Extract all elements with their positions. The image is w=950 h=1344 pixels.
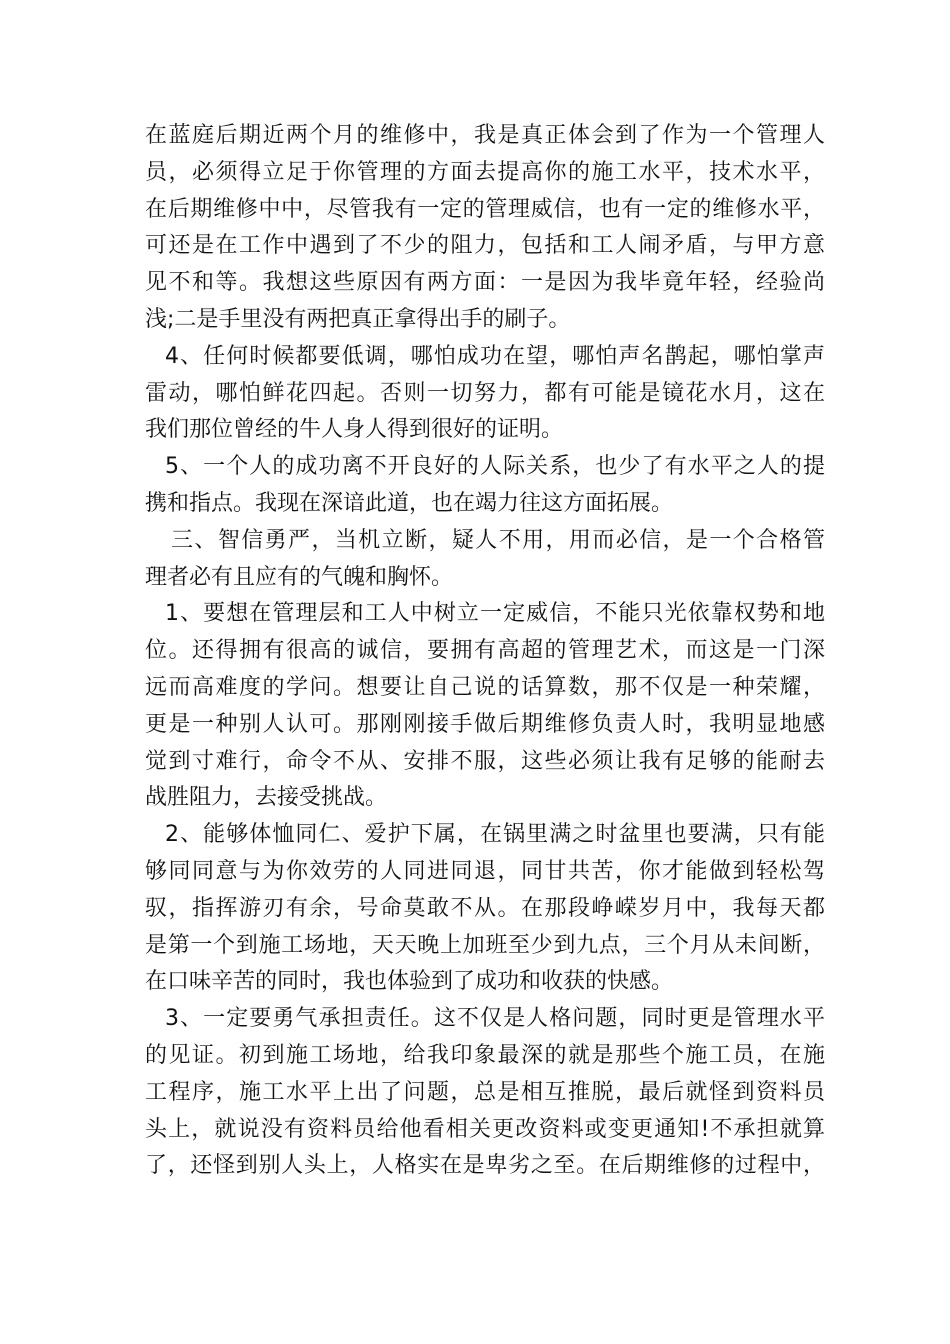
text-line: 头上，就说没有资料员给他看相关更改资料或变更通知!不承担就算 <box>145 1116 825 1142</box>
text-line: 5、一个人的成功离不开良好的人际关系，也少了有水平之人的提 <box>165 454 825 480</box>
text-line: 够同同意与为你效劳的人同进同退，同甘共苦，你才能做到轻松驾 <box>145 858 825 884</box>
text-line: 工程序，施工水平上出了问题，总是相互推脱，最后就怪到资料员 <box>145 1079 825 1105</box>
text-line: 见不和等。我想这些原因有两方面：一是因为我毕竟年轻，经验尚 <box>145 270 825 296</box>
text-line: 的见证。初到施工场地，给我印象最深的就是那些个施工员，在施 <box>145 1042 825 1068</box>
text-line: 可还是在工作中遇到了不少的阻力，包括和工人闹矛盾，与甲方意 <box>145 233 825 259</box>
text-line: 理者必有且应有的气魄和胸怀。 <box>145 564 454 590</box>
document-body <box>145 118 825 1185</box>
text-line: 员，必须得立足于你管理的方面去提高你的施工水平，技术水平， <box>145 159 825 185</box>
text-line: 远而高难度的学问。想要让自己说的话算数，那不仅是一种荣耀， <box>145 674 825 700</box>
text-line: 1、要想在管理层和工人中树立一定威信，不能只光依靠权势和地 <box>165 601 825 627</box>
text-line: 驭，指挥游刃有余，号命莫敢不从。在那段峥嵘岁月中，我每天都 <box>145 895 825 921</box>
text-line: 是第一个到施工场地，天天晚上加班至少到九点，三个月从未间断， <box>145 932 825 958</box>
text-line: 觉到寸难行，命令不从、安排不服，这些必须让我有足够的能耐去 <box>145 748 825 774</box>
text-line: 浅;二是手里没有两把真正拿得出手的刷子。 <box>145 306 571 332</box>
text-line: 携和指点。我现在深谙此道，也在竭力往这方面拓展。 <box>145 490 674 516</box>
text-line: 3、一定要勇气承担责任。这不仅是人格问题，同时更是管理水平 <box>165 1006 825 1032</box>
text-line: 4、任何时候都要低调，哪怕成功在望，哪怕声名鹊起，哪怕掌声 <box>165 343 825 369</box>
text-line: 在口味辛苦的同时，我也体验到了成功和收获的快感。 <box>145 969 674 995</box>
text-line: 战胜阻力，去接受挑战。 <box>145 785 388 811</box>
text-line: 2、能够体恤同仁、爱护下属，在锅里满之时盆里也要满，只有能 <box>165 822 825 848</box>
text-line: 在蓝庭后期近两个月的维修中，我是真正体会到了作为一个管理人 <box>145 123 825 148</box>
text-line: 三、智信勇严，当机立断，疑人不用，用而必信，是一个合格管 <box>171 527 825 553</box>
text-line: 雷动，哪怕鲜花四起。否则一切努力，都有可能是镜花水月，这在 <box>145 380 825 406</box>
text-line: 更是一种别人认可。那刚刚接手做后期维修负责人时，我明显地感 <box>145 711 825 737</box>
text-line: 了，还怪到别人头上，人格实在是卑劣之至。在后期维修的过程中， <box>145 1153 825 1179</box>
text-line: 在后期维修中中，尽管我有一定的管理威信，也有一定的维修水平， <box>145 196 825 222</box>
text-line: 位。还得拥有很高的诚信，要拥有高超的管理艺术，而这是一门深 <box>145 638 825 664</box>
text-line: 我们那位曾经的牛人身人得到很好的证明。 <box>145 417 564 443</box>
